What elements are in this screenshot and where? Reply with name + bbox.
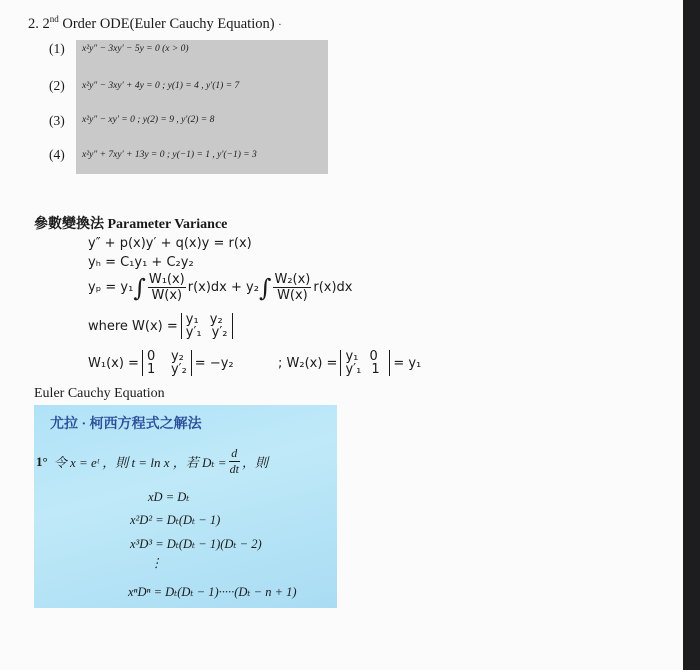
w1-numerator: W₁(x) bbox=[148, 272, 185, 287]
det-cell: y₂ bbox=[209, 312, 223, 327]
step-text-b: ，則 bbox=[241, 455, 268, 470]
det-cell: y₂ bbox=[170, 349, 184, 364]
det-cell: y′₂ bbox=[211, 325, 228, 340]
w2-determinant bbox=[340, 350, 390, 376]
wronskian-lhs: where W(x) = bbox=[88, 318, 178, 334]
w2-denominator: W(x) bbox=[277, 288, 308, 303]
operator-line-1: xD = Dₜ bbox=[148, 490, 190, 504]
w2-lhs: ; W₂(x) = bbox=[278, 355, 338, 371]
wronskian-determinant bbox=[181, 313, 233, 339]
order-suffix: nd bbox=[49, 14, 59, 24]
yp-tail: r(x)dx bbox=[313, 280, 353, 295]
yp-middle: r(x)dx + y₂ bbox=[187, 280, 259, 295]
wronskian-definition bbox=[88, 313, 236, 339]
parameter-variance-title: 參數變換法 Parameter Variance bbox=[34, 217, 228, 232]
step-marker: 1° bbox=[36, 453, 48, 469]
derivative-fraction bbox=[229, 446, 240, 477]
derivative-numerator: d bbox=[229, 446, 240, 462]
problem-4-equation: x²y″ + 7xy′ + 13y = 0 ; y(−1) = 1 , y′(−1) = 3 bbox=[82, 150, 257, 160]
problem-4-label: (4) bbox=[49, 147, 65, 162]
det-cell: y₁ bbox=[185, 312, 199, 327]
question-number: 2. bbox=[28, 15, 39, 32]
det-cell: y′₂ bbox=[170, 362, 187, 377]
substitution-step bbox=[36, 446, 268, 477]
particular-solution bbox=[88, 272, 353, 303]
operator-line-n: xⁿDⁿ = Dₜ(Dₜ − 1)·····(Dₜ − n + 1) bbox=[128, 585, 297, 599]
det-cell: 0 bbox=[146, 349, 156, 364]
ode-equation: y″ + p(x)y′ + q(x)y = r(x) bbox=[88, 236, 252, 251]
det-cell: y′₁ bbox=[185, 325, 202, 340]
question-title bbox=[28, 14, 282, 33]
w1-rhs: = −y₂ bbox=[194, 355, 234, 371]
problem-2-label: (2) bbox=[49, 78, 65, 93]
page-edge bbox=[683, 0, 700, 670]
fraction-w2 bbox=[273, 272, 311, 303]
euler-cauchy-panel bbox=[34, 405, 337, 608]
operator-line-2: x²D² = Dₜ(Dₜ − 1) bbox=[130, 513, 221, 527]
derivative-denominator: dt bbox=[229, 462, 239, 476]
det-cell: 0 bbox=[369, 349, 378, 364]
panel-title: 尤拉 · 柯西方程式之解法 bbox=[50, 417, 202, 432]
problem-3-label: (3) bbox=[49, 113, 65, 128]
order-number: 2 bbox=[42, 15, 50, 32]
homogeneous-solution: yₕ = C₁y₁ + C₂y₂ bbox=[88, 255, 194, 270]
w2-rhs: = y₁ bbox=[393, 355, 422, 371]
det-cell: y′₁ bbox=[345, 362, 362, 377]
problem-1-label: (1) bbox=[49, 41, 65, 56]
integral-sign-2: ∫ bbox=[258, 273, 272, 302]
w2-numerator: W₂(x) bbox=[274, 272, 311, 287]
integral-sign-1: ∫ bbox=[133, 273, 146, 302]
problem-2-equation: x²y″ − 3xy′ + 4y = 0 ; y(1) = 4 , y′(1) = 7 bbox=[82, 81, 240, 91]
w1-lhs: W₁(x) = bbox=[88, 355, 139, 371]
det-cell: 1 bbox=[371, 362, 380, 377]
fraction-w1 bbox=[148, 272, 186, 303]
question-title-text: Order ODE(Euler Cauchy Equation) bbox=[58, 15, 275, 32]
problem-1-equation: x²y″ − 3xy′ − 5y = 0 (x > 0) bbox=[82, 44, 189, 54]
yp-lhs: yₚ = y₁ bbox=[88, 280, 134, 295]
det-cell: y₁ bbox=[345, 349, 359, 364]
title-mark: · bbox=[278, 19, 282, 31]
w2-definition bbox=[278, 350, 421, 376]
det-cell: 1 bbox=[146, 362, 156, 377]
w1-determinant bbox=[142, 350, 192, 376]
problem-3-equation: x²y″ − xy′ = 0 ; y(2) = 9 , y′(2) = 8 bbox=[82, 115, 215, 125]
operator-line-3: x³D³ = Dₜ(Dₜ − 1)(Dₜ − 2) bbox=[130, 537, 262, 551]
step-text-a: 令 x = eᵗ ，則 t = ln x ，若 Dₜ = bbox=[53, 455, 227, 470]
operator-ellipsis: ⋮ bbox=[150, 556, 163, 570]
euler-cauchy-label: Euler Cauchy Equation bbox=[34, 386, 165, 401]
w1-definition bbox=[88, 350, 234, 376]
w1-denominator: W(x) bbox=[151, 288, 183, 303]
